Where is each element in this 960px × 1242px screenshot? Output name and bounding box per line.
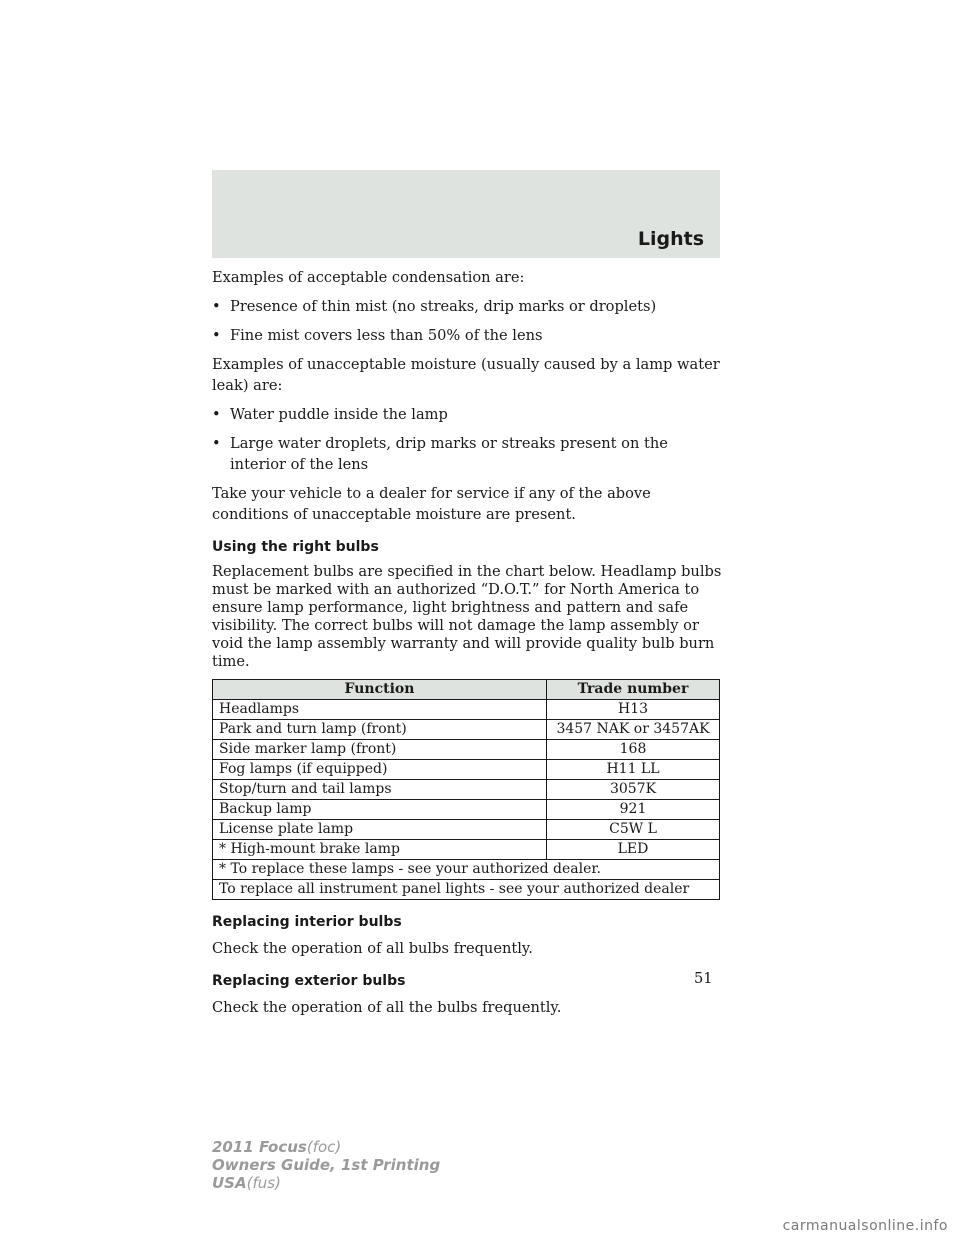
bulbs-paragraph: Replacement bulbs are specified in the chart below. Headlamp bulbs must be marked with an authorized “D.O.T.” for North America to ensure lamp performance, light brightness and pattern and safe visibility. The correct bulbs will not damage the lamp assembly or void the lamp assembly warranty and will provide quality bulb burn time. xyxy=(212,563,722,670)
section-header-band xyxy=(212,170,720,258)
acceptable-heading: Examples of acceptable condensation are: xyxy=(212,269,525,286)
table-row: Park and turn lamp (front) 3457 NAK or 3457AK xyxy=(213,720,720,740)
table-row: Fog lamps (if equipped) H11 LL xyxy=(213,760,720,780)
footer-print-info xyxy=(212,1138,440,1192)
table-row: Side marker lamp (front) 168 xyxy=(213,740,720,760)
page-number: 51 xyxy=(694,970,713,987)
table-row: Stop/turn and tail lamps 3057K xyxy=(213,780,720,800)
watermark: carmanualsonline.info xyxy=(782,1218,948,1234)
table-header-row xyxy=(213,680,720,700)
unacceptable-heading: Examples of unacceptable moisture (usually caused by a lamp water leak) are: xyxy=(212,356,720,394)
bulbs-heading: Using the right bulbs xyxy=(212,539,379,555)
bullet-icon: • xyxy=(212,435,221,452)
list-item: • Fine mist covers less than 50% of the lens xyxy=(212,327,543,344)
table-row: License plate lamp C5W L xyxy=(213,820,720,840)
footer-line-3: USA(fus) xyxy=(212,1174,281,1192)
footer-line-2: Owners Guide, 1st Printing xyxy=(212,1156,441,1174)
interior-heading: Replacing interior bulbs xyxy=(212,914,402,930)
bullet-icon: • xyxy=(212,298,221,315)
table-note-row: * To replace these lamps - see your authorized dealer. xyxy=(213,860,720,880)
page-content xyxy=(212,267,722,1026)
exterior-text: Check the operation of all the bulbs frequently. xyxy=(212,999,562,1016)
list-item: • Water puddle inside the lamp xyxy=(212,406,448,423)
column-header-function: Function xyxy=(213,680,547,700)
table-row: * High-mount brake lamp LED xyxy=(213,840,720,860)
bullet-icon: • xyxy=(212,327,221,344)
bulb-table xyxy=(212,679,720,900)
bullet-icon: • xyxy=(212,406,221,423)
dealer-note: Take your vehicle to a dealer for service if any of the above conditions of unacceptable moisture are present. xyxy=(212,485,651,523)
footer-line-1: 2011 Focus(foc) xyxy=(212,1138,342,1156)
table-row: Headlamps H13 xyxy=(213,700,720,720)
list-item: • Large water droplets, drip marks or streaks present on the interior of the lens xyxy=(212,435,668,473)
exterior-heading: Replacing exterior bulbs xyxy=(212,973,406,989)
list-item: • Presence of thin mist (no streaks, drip marks or droplets) xyxy=(212,298,657,315)
table-row: Backup lamp 921 xyxy=(213,800,720,820)
table-note-row: To replace all instrument panel lights - see your authorized dealer xyxy=(213,880,720,900)
interior-text: Check the operation of all bulbs frequently. xyxy=(212,940,533,957)
column-header-trade-number: Trade number xyxy=(547,680,720,700)
section-title: Lights xyxy=(637,228,704,250)
